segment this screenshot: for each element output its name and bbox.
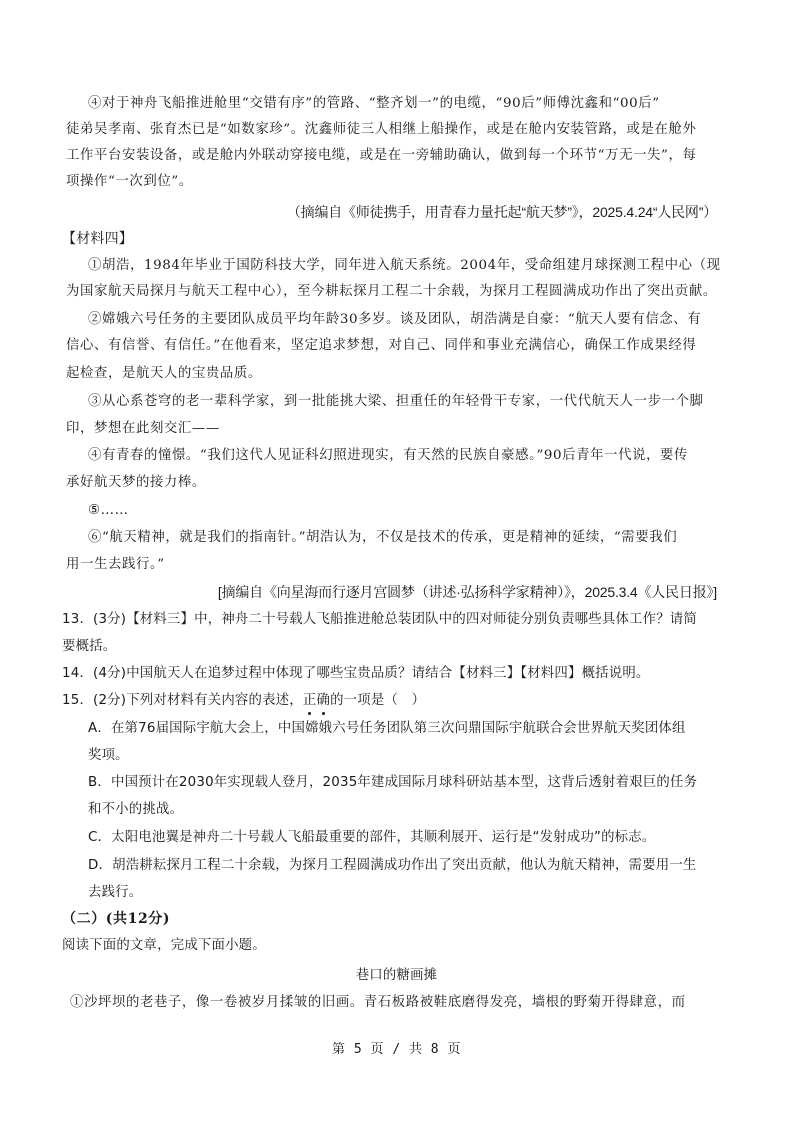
question-15-stem (62, 691, 714, 711)
material4-line: ③从心系苍穹的老一辈科学家，到一批能挑大梁、担重任的年轻骨干专家，一代代航天人一步一个脚 (88, 394, 704, 409)
material3-para4-line4: 项操作“一次到位”。 (66, 174, 193, 189)
question-15-prefix: 15．(2分)下列对材料有关内容的表述， (62, 693, 303, 708)
material4-line: 承好航天梦的接力棒。 (66, 475, 206, 490)
article-title: 巷口的糖画摊 (355, 968, 438, 983)
material4-line: 为国家航天局探月与航天工程中心），至今耕耘探月工程二十余载，为探月工程圆满成功作出了突出贡献。 (66, 284, 717, 299)
material4-line: ④有青春的憧憬。“我们这代人见证科幻照进现实，有天然的民族自豪感。”90后青年一代说，要传 (88, 448, 689, 463)
option-d-line1: D．胡浩耕耘探月工程二十余载，为探月工程圆满成功作出了突出贡献，他认为航天精神，需要用一生 (88, 858, 697, 873)
material4-source: [摘编自《向星海而行逐月宫圆梦（讲述·弘扬科学家精神）》，2025.3.4《人民日报》] (217, 584, 717, 600)
question-13-line1: 13．(3分)【材料三】中，神舟二十号载人飞船推进舱总装团队中的四对师徒分别负责哪些具体工作？请简 (62, 612, 697, 627)
article-para1-line1: ①沙坪坝的老巷子，像一卷被岁月揉皱的旧画。青石板路被鞋底磨得发亮，墙根的野菊开得肆意，而 (70, 995, 686, 1010)
material3-source: （摘编自《师徒携手，用青春力量托起“航天梦”》，2025.4.24“人民网”） (286, 204, 717, 220)
page-footer: 第 5 页 / 共 8 页 (332, 1042, 461, 1057)
material4-line: ⑥“航天精神，就是我们的指南针。”胡浩认为，不仅是技术的传承，更是精神的延续，“需要我们 (88, 530, 678, 545)
option-b-line1: B．中国预计在2030年实现载人登月，2035年建成国际月球科研站基本型，这背后透射着艰巨的任务 (88, 775, 698, 790)
section-2-heading: （二）(共12分) (62, 911, 171, 927)
option-a-line1: A．在第76届国际宇航大会上，中国嫦娥六号任务团队第三次问鼎国际宇航联合会世界航天奖团体组 (88, 721, 686, 736)
material4-line: 印，梦想在此刻交汇—— (66, 421, 220, 436)
question-13-line2: 要概括。 (62, 639, 117, 654)
material4-line: ①胡浩，1984年毕业于国防科技大学，同年进入航天系统。2004年，受命组建月球探测工程中心（现 (88, 258, 721, 273)
question-15-suffix: 的一项是（ ） (330, 693, 426, 708)
emphasis-char: 正 (303, 691, 317, 711)
material4-line: 信心、有信誉、有信任。”在他看来，坚定追求梦想，对自己、同伴和事业充满信心，确保工作成果经得 (66, 338, 697, 353)
option-a-line2: 奖项。 (88, 748, 129, 763)
material4-line: ⑤…… (88, 503, 129, 518)
material3-para4-line1: ④对于神舟飞船推进舱里“交错有序”的管路、“整齐划一”的电缆，“90后”师傅沈鑫和“00后” (88, 96, 660, 111)
material4-line: 起检查，是航天人的宝贵品质。 (66, 366, 262, 381)
option-d-line2: 去践行。 (88, 885, 143, 900)
material3-para4-line3: 工作平台安装设备，或是舱内外联动穿接电缆，或是在一旁辅助确认，做到每一个环节“万无一失”，每 (66, 148, 697, 163)
material4-heading: 【材料四】 (62, 231, 133, 247)
material3-para4-line2: 徒弟吴孝南、张育杰已是“如数家珍”。沈鑫师徒三人相继上船操作，或是在舱内安装管路，或是在舱外 (66, 122, 697, 137)
material4-line: ②嫦娥六号任务的主要团队成员平均年龄30多岁。谈及团队，胡浩满是自豪：“航天人要有信念、有 (88, 312, 702, 327)
question-14: 14．(4分)中国航天人在追梦过程中体现了哪些宝贵品质？请结合【材料三】【材料四】概括说明。 (62, 666, 650, 681)
option-b-line2: 和不小的挑战。 (88, 802, 184, 817)
material4-line: 用一生去践行。” (66, 557, 165, 572)
option-c-line1: C．太阳电池翼是神舟二十号载人飞船最重要的部件，其顺利展开、运行是“发射成功”的标志。 (88, 830, 656, 845)
section-2-instruction: 阅读下面的文章，完成下面小题。 (62, 938, 266, 953)
emphasis-char: 确 (316, 691, 330, 711)
